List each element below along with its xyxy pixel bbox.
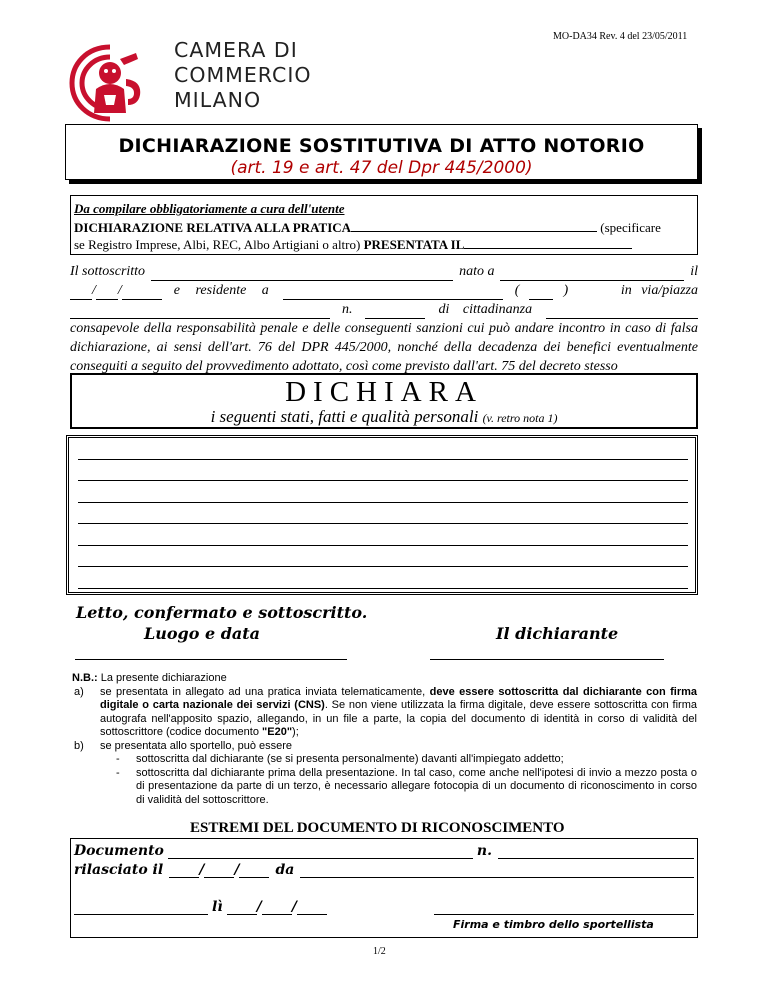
- date-slash-2: /: [117, 283, 122, 298]
- presentata-label: PRESENTATA IL: [363, 237, 465, 252]
- li-month-field[interactable]: [262, 902, 292, 915]
- cittadinanza-label: di cittadinanza: [438, 302, 533, 317]
- sportellista-signature-field[interactable]: [434, 902, 694, 915]
- statement-line[interactable]: [78, 524, 688, 546]
- civico-field[interactable]: [365, 306, 425, 319]
- rilasciato-label: rilasciato il: [74, 862, 164, 878]
- pratica-label: DICHIARAZIONE RELATIVA ALLA PRATICA: [74, 220, 352, 235]
- luogo-data-field[interactable]: [75, 659, 347, 660]
- dichiara-subheading: i seguenti stati, fatti e qualità personali: [210, 407, 479, 426]
- nb-b2: sottoscritta dal dichiarante prima della presentazione. In tal caso, come anche nell'ipotesi di invio a mezzo posta o di presentazione da parte di un terzo, è necessario allegare fotocopia di un documento di riconoscimento in corso di validità del sottoscrittore.: [136, 766, 697, 806]
- user-section: [70, 195, 698, 255]
- nb-b-text: se presentata allo sportello, può essere: [100, 739, 293, 752]
- statement-line[interactable]: [78, 438, 688, 460]
- nb-b1: sottoscritta dal dichiarante (se si presenta personalmente) davanti all'impiegato addetto;: [136, 753, 564, 765]
- statement-line[interactable]: [78, 460, 688, 482]
- document-title: DICHIARAZIONE SOSTITUTIVA DI ATTO NOTORIO: [118, 135, 645, 157]
- statement-lines[interactable]: [78, 438, 688, 589]
- consapevole-text: consapevole della responsabilità penale e delle conseguenti sanzioni cui può andare incontro in caso di falsa dichiarazione, ai sensi dell'art. 76 del DPR 445/2000, nonché della decadenza dei benefici eventualmente conseguiti a seguito del provvedimento adottato, così come previsto dall'art. 75 del decreto stesso: [70, 321, 698, 374]
- doc-number-label: n.: [476, 843, 492, 859]
- rilasciato-da-field[interactable]: [300, 865, 694, 878]
- nb-intro: La presente dichiarazione: [100, 672, 227, 684]
- nb-b-label: b): [74, 739, 84, 752]
- dichiarante-signature-field[interactable]: [430, 659, 664, 660]
- nb-a-bold: deve essere sottoscritta dal dichiarante con firma digitale o carta nazionale dei servizi (CNS): [100, 685, 697, 711]
- civico-label: n.: [342, 302, 353, 317]
- nb-a-label: a): [74, 685, 84, 698]
- chamber-logo-icon: [64, 39, 156, 125]
- nb-a-code: "E20": [262, 726, 293, 738]
- sottoscritto-field[interactable]: [151, 268, 453, 281]
- specificare-text: (specificare: [600, 220, 661, 235]
- page-number: 1/2: [373, 946, 386, 957]
- dichiara-heading: DICHIARA: [285, 376, 483, 408]
- declarant-block: [70, 262, 698, 376]
- via-label: in via/piazza: [620, 283, 698, 298]
- il-label: il: [690, 264, 698, 279]
- documento-label: Documento: [74, 843, 164, 859]
- birth-day-field[interactable]: [70, 287, 92, 300]
- presentata-field[interactable]: [464, 236, 632, 249]
- nb-dash-1: -: [116, 753, 120, 765]
- logo-line-3: MILANO: [174, 88, 262, 112]
- pratica-field[interactable]: [351, 219, 597, 232]
- li-slash-2: /: [291, 899, 297, 915]
- residente-label: e residente a: [173, 283, 269, 298]
- rilasciato-da-label: da: [275, 862, 295, 878]
- cittadinanza-field[interactable]: [546, 306, 698, 319]
- estremi-title: ESTREMI DEL DOCUMENTO DI RICONOSCIMENTO: [190, 820, 565, 836]
- document-subtitle: (art. 19 e art. 47 del Dpr 445/2000): [230, 158, 533, 178]
- logo-line-1: CAMERA DI: [174, 38, 298, 62]
- li-slash-1: /: [256, 899, 262, 915]
- registro-text: se Registro Imprese, Albi, REC, Albo Artigiani o altro): [74, 237, 361, 252]
- document-id-box: [70, 838, 698, 938]
- release-slash-2: /: [234, 862, 240, 878]
- release-month-field[interactable]: [204, 865, 234, 878]
- statement-line[interactable]: [78, 481, 688, 503]
- dichiara-note: (v. retro nota 1): [482, 411, 558, 425]
- li-label: lì: [212, 899, 223, 915]
- firma-sportellista-label: Firma e timbro dello sportellista: [453, 918, 654, 931]
- documento-field[interactable]: [168, 846, 473, 859]
- statement-line[interactable]: [78, 567, 688, 589]
- residenza-field[interactable]: [283, 287, 503, 300]
- birth-month-field[interactable]: [96, 287, 118, 300]
- paren-close: ): [563, 283, 569, 298]
- provincia-field[interactable]: [529, 287, 553, 300]
- dichiarante-label: Il dichiarante: [496, 624, 619, 643]
- release-slash-1: /: [199, 862, 205, 878]
- user-section-header: Da compilare obbligatoriamente a cura dell'utente: [74, 201, 345, 216]
- logo-line-2: COMMERCIO: [174, 63, 312, 87]
- nb-dash-2: -: [116, 766, 120, 779]
- dichiara-box: [70, 373, 698, 429]
- nato-a-field[interactable]: [500, 268, 684, 281]
- luogo-data-label: Luogo e data: [144, 624, 261, 643]
- nb-a-post: . Se non viene utilizzata la firma digitale, deve essere sottoscritta con firma autografa nell'apposito spazio, allegando, in un file a parte, la copia del documento di identità in corso di validità del sottoscrittore (codice documento: [100, 699, 697, 738]
- letto-confermato: Letto, confermato e sottoscritto.: [76, 603, 368, 622]
- li-year-field[interactable]: [297, 902, 327, 915]
- chamber-name: [174, 38, 312, 113]
- li-day-field[interactable]: [227, 902, 257, 915]
- place-field[interactable]: [74, 902, 208, 915]
- doc-number-field[interactable]: [498, 846, 694, 859]
- paren-open: (: [514, 283, 520, 298]
- document-code: MO-DA34 Rev. 4 del 23/05/2011: [553, 31, 688, 42]
- release-day-field[interactable]: [169, 865, 199, 878]
- nb-a-end: );: [292, 726, 299, 738]
- statement-box[interactable]: [66, 435, 698, 595]
- nb-a-pre: se presentata in allegato ad una pratica inviata telematicamente,: [100, 685, 426, 698]
- statement-line[interactable]: [78, 546, 688, 568]
- via-field[interactable]: [70, 306, 330, 319]
- title-box: [65, 124, 698, 180]
- nato-a-label: nato a: [459, 264, 495, 279]
- release-year-field[interactable]: [239, 865, 269, 878]
- nb-label: N.B.:: [72, 672, 98, 684]
- date-slash-1: /: [92, 283, 96, 298]
- nota-bene: [72, 672, 697, 807]
- birth-year-field[interactable]: [122, 287, 162, 300]
- statement-line[interactable]: [78, 503, 688, 525]
- sottoscritto-label: Il sottoscritto: [70, 264, 146, 279]
